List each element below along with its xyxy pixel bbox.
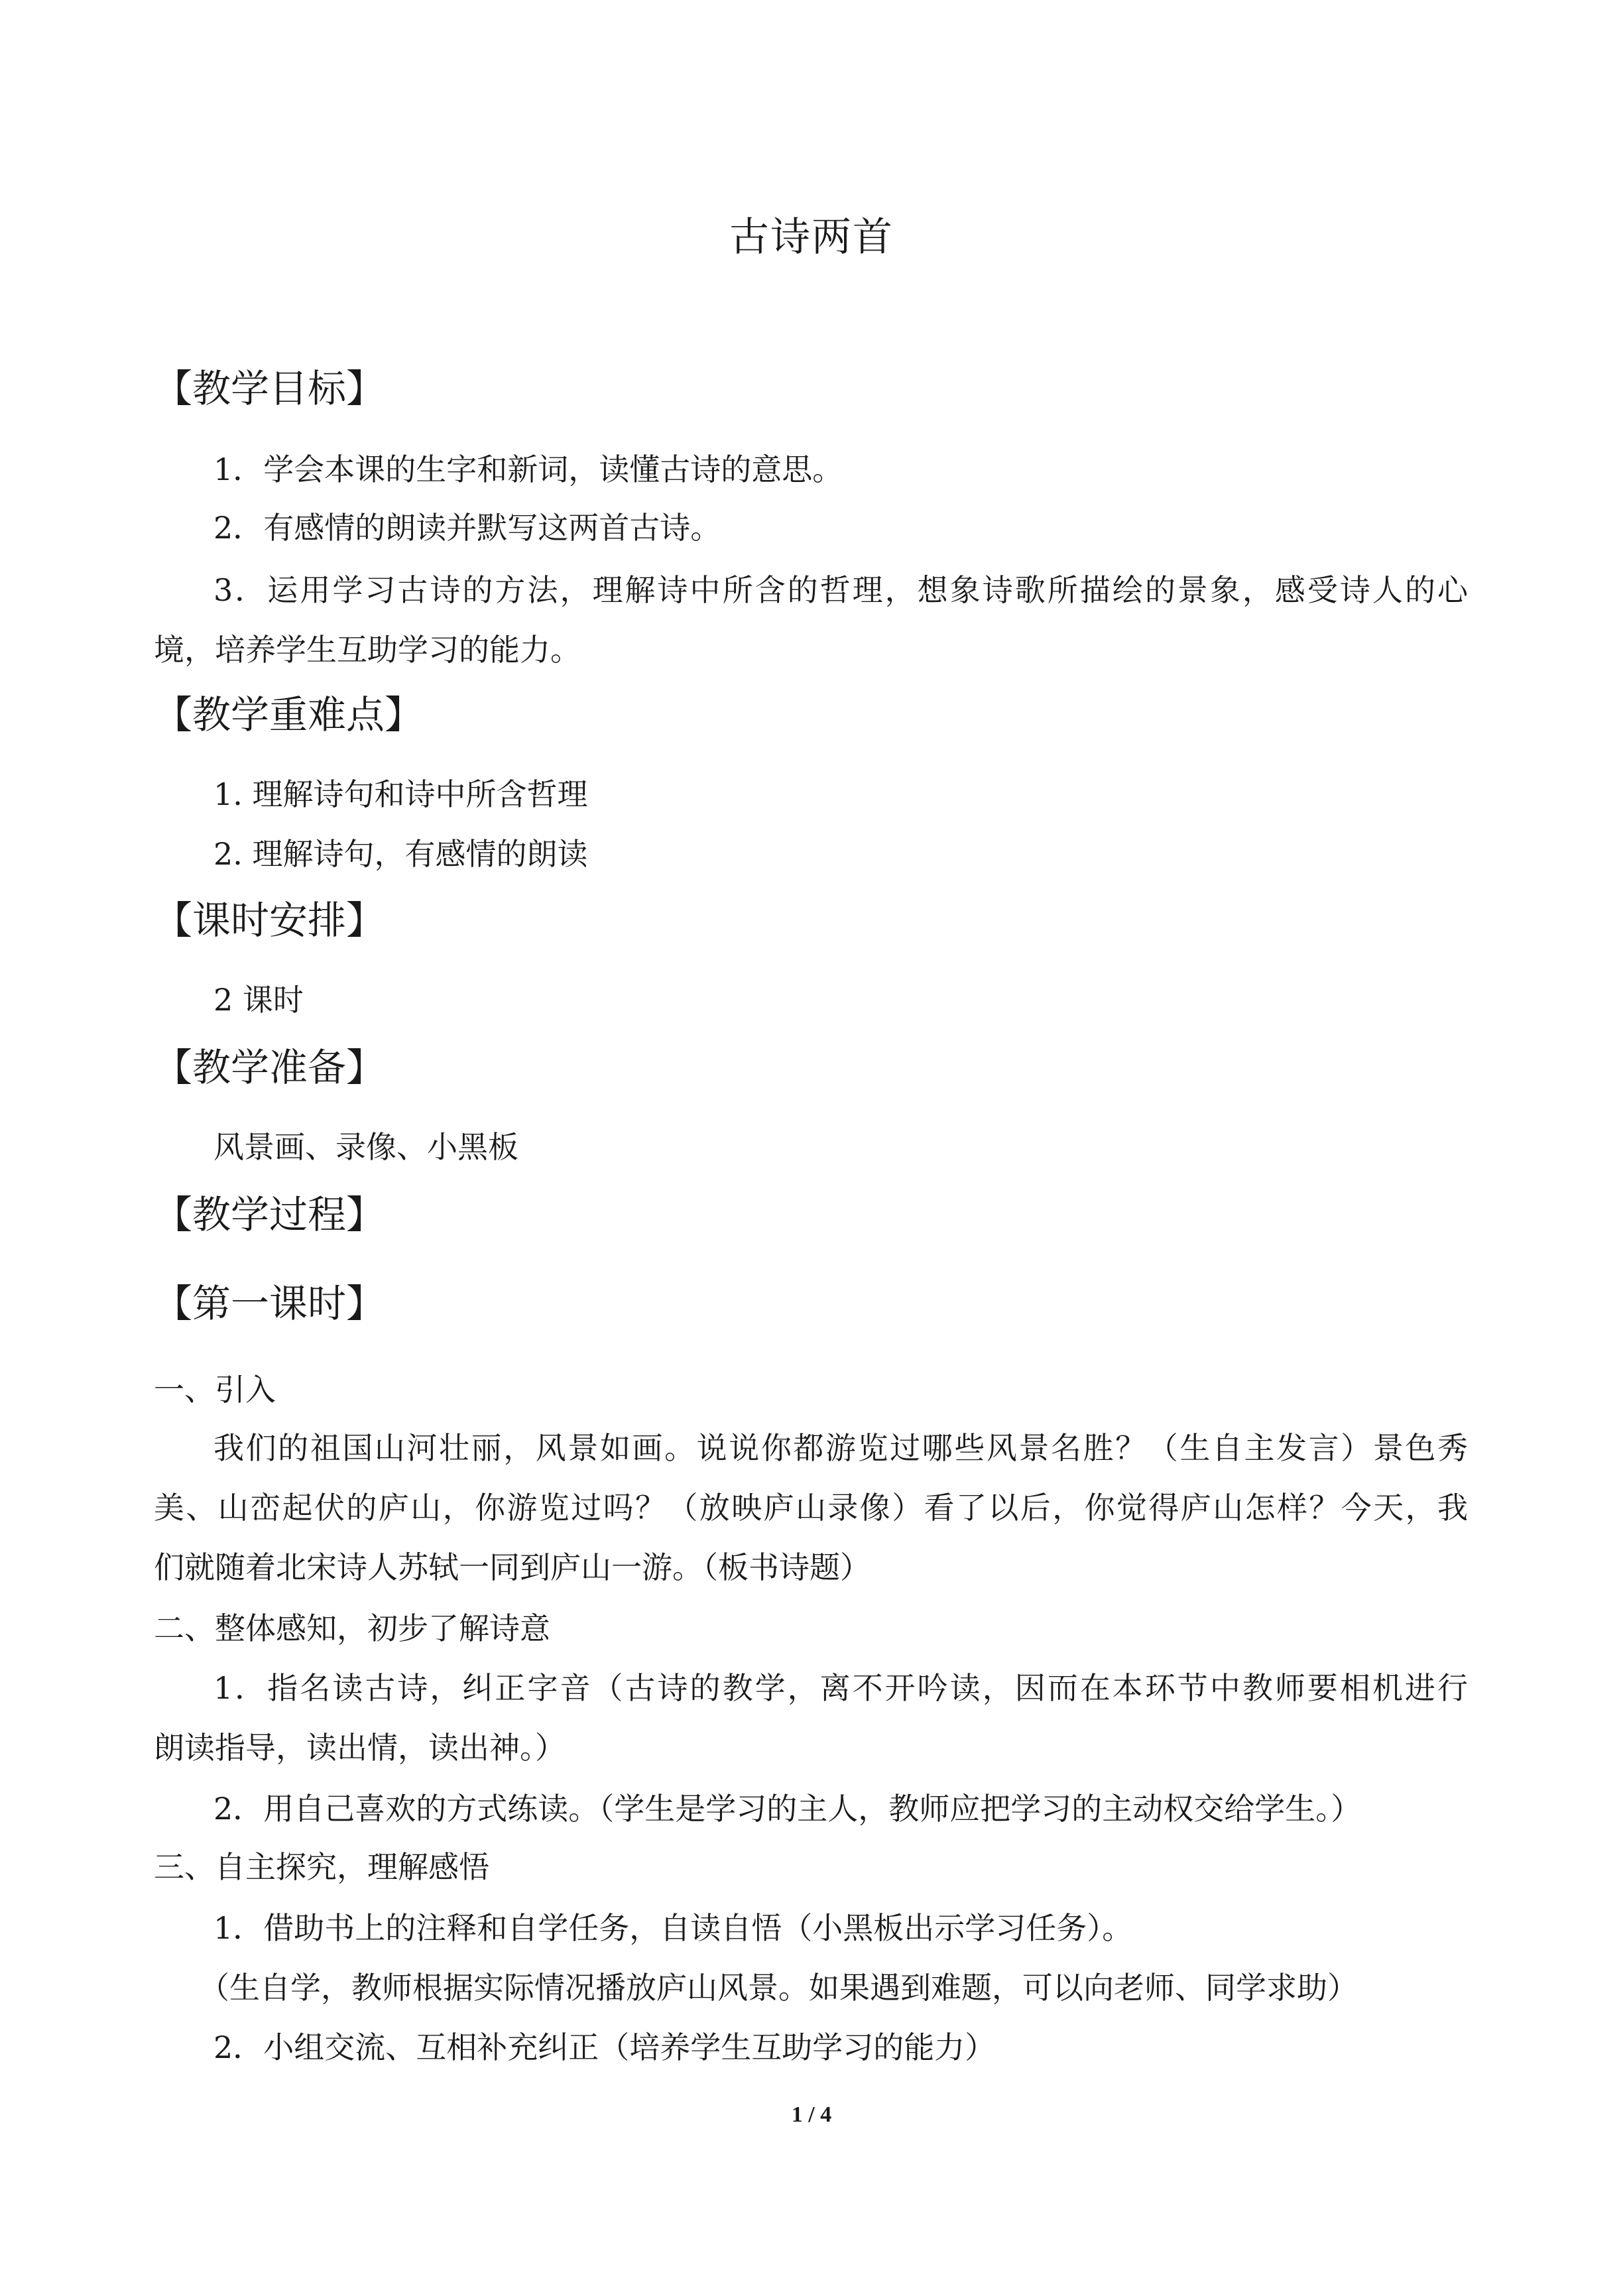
page-number: 1 / 4 bbox=[791, 2102, 832, 2127]
objective-item-1: 1．学会本课的生字和新词，读懂古诗的意思。 bbox=[213, 452, 843, 487]
step-3-item-2: 2．小组交流、互相补充纠正（培养学生互助学习的能力） bbox=[213, 2029, 996, 2065]
objective-item-3: 3．运用学习古诗的方法，理解诗中所含的哲理，想象诗歌所描绘的景象，感受诗人的心 bbox=[213, 572, 1468, 608]
objective-item-3-cont: 境，培养学生互助学习的能力。 bbox=[154, 632, 581, 668]
step-3-note: （生自学，教师根据实际情况播放庐山风景。如果遇到难题，可以向老师、同学求助） bbox=[199, 1970, 1358, 2006]
key-point-item-2: 2. 理解诗句，有感情的朗读 bbox=[213, 836, 588, 872]
schedule-text: 2 课时 bbox=[213, 982, 304, 1018]
step-2-item-1-line-1: 1．指名读古诗，纠正字音（古诗的教学，离不开吟读，因而在本环节中教师要相机进行 bbox=[213, 1670, 1468, 1706]
page-title: 古诗两首 bbox=[729, 214, 894, 261]
heading-first-lesson: 【第一课时】 bbox=[154, 1281, 385, 1326]
step-3-heading: 三、自主探究，理解感悟 bbox=[154, 1849, 489, 1885]
heading-preparation: 【教学准备】 bbox=[154, 1045, 385, 1090]
heading-schedule: 【课时安排】 bbox=[154, 898, 385, 943]
heading-process: 【教学过程】 bbox=[154, 1192, 385, 1237]
step-1-paragraph-line-1: 我们的祖国山河壮丽，风景如画。说说你都游览过哪些风景名胜？（生自主发言）景色秀 bbox=[213, 1430, 1468, 1466]
step-2-item-2: 2．用自己喜欢的方式练读。（学生是学习的主人，教师应把学习的主动权交给学生。） bbox=[213, 1791, 1362, 1827]
heading-key-points: 【教学重难点】 bbox=[154, 692, 424, 737]
heading-objectives: 【教学目标】 bbox=[154, 366, 385, 411]
key-point-item-1: 1. 理解诗句和诗中所含哲理 bbox=[213, 776, 588, 812]
step-1-paragraph-line-2: 美、山峦起伏的庐山，你游览过吗？（放映庐山录像）看了以后，你觉得庐山怎样？今天，我 bbox=[154, 1490, 1468, 1526]
step-2-heading: 二、整体感知，初步了解诗意 bbox=[154, 1610, 550, 1646]
step-2-item-1-line-2: 朗读指导，读出情，读出神。） bbox=[154, 1730, 566, 1766]
preparation-text: 风景画、录像、小黑板 bbox=[213, 1129, 518, 1165]
step-1-paragraph-line-3: 们就随着北宋诗人苏轼一同到庐山一游。（板书诗题） bbox=[154, 1549, 871, 1585]
objective-item-2: 2．有感情的朗读并默写这两首古诗。 bbox=[213, 510, 721, 546]
step-3-item-1: 1．借助书上的注释和自学任务，自读自悟（小黑板出示学习任务）。 bbox=[213, 1910, 1133, 1946]
step-1-heading: 一、引入 bbox=[154, 1372, 276, 1408]
